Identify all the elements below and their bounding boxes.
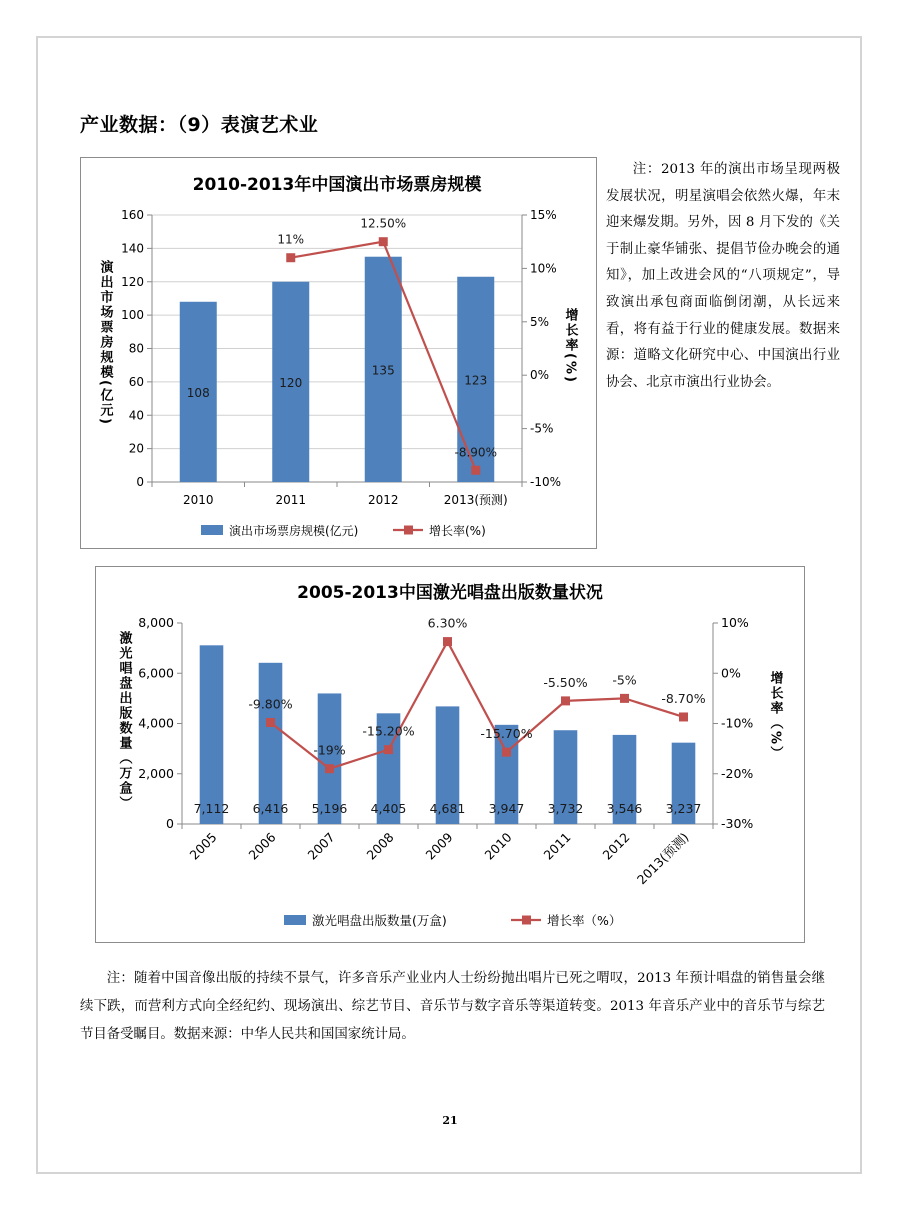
y2-tick-label: 5% <box>530 314 550 329</box>
legend-line-label: 增长率（%） <box>547 913 622 928</box>
legend-line-marker <box>404 526 413 535</box>
bar-value-label: 120 <box>279 375 303 390</box>
growth-rate-label: -9.80% <box>248 696 293 712</box>
y-tick-label: 160 <box>121 208 144 222</box>
legend-bar-swatch <box>284 915 306 925</box>
chart-title: 2010-2013年中国演出市场票房规模 <box>192 175 482 195</box>
y2-tick-label: 10% <box>530 261 557 276</box>
y-tick-label: 80 <box>128 341 144 356</box>
growth-rate-label: -5.50% <box>543 674 588 690</box>
bar-value-label: 7,112 <box>193 801 230 816</box>
x-category-label: 2012 <box>367 493 399 507</box>
growth-rate-label: -5% <box>612 672 637 688</box>
y-tick-label: 60 <box>128 374 144 389</box>
y2-tick-label: 10% <box>721 615 749 630</box>
legend-bar-swatch <box>201 525 223 535</box>
chart2-note: 注：随着中国音像出版的持续不景气，许多音乐产业业内人士纷纷抛出唱片已死之喟叹，2013 年预计唱盘的销售量会继续下跌，而营利方式向全经纪约、现场演出、综艺节目、音乐节与数字音乐等渠道转变。2013 年音乐产业中的音乐节与综艺节目备受瞩目。数据来源：中华人民共和国国家统计局。 <box>80 971 825 1042</box>
bar-value-label: 3,546 <box>606 801 643 816</box>
growth-rate-marker <box>502 748 511 757</box>
bar-value-label: 4,405 <box>370 801 407 816</box>
y2-tick-label: 0% <box>721 665 741 681</box>
growth-rate-marker <box>325 764 334 773</box>
legend-line-label: 增长率(%) <box>429 524 486 538</box>
growth-rate-marker <box>471 466 480 475</box>
y-tick-label: 8,000 <box>138 615 174 630</box>
bar-value-label: 135 <box>371 363 395 378</box>
chart-title: 2005-2013中国激光唱盘出版数量状况 <box>297 583 603 603</box>
legend-line-marker <box>522 916 531 925</box>
growth-rate-marker <box>286 253 295 262</box>
y-tick-label: 140 <box>121 241 144 256</box>
x-category-label: 2013(预测) <box>633 829 692 888</box>
growth-rate-label: -8.90% <box>454 445 497 460</box>
growth-rate-marker <box>679 712 688 721</box>
y-axis-title: 演出市场票房规模(亿元) <box>97 260 113 426</box>
bar <box>200 645 224 824</box>
page-number: 21 <box>442 1114 458 1127</box>
y2-tick-label: -20% <box>721 765 754 781</box>
bar-value-label: 5,196 <box>311 801 348 816</box>
page-heading: 产业数据：（9）表演艺术业 <box>80 114 319 136</box>
y2-tick-label: -10% <box>721 715 754 731</box>
bar <box>259 663 283 824</box>
x-category-label: 2010 <box>481 829 515 863</box>
y-tick-label: 120 <box>121 274 144 289</box>
growth-rate-label: -15.20% <box>362 723 415 739</box>
x-category-label: 2010 <box>182 493 214 507</box>
y2-axis-title: 增长率（%） <box>767 671 783 762</box>
growth-rate-marker <box>561 696 570 705</box>
x-category-label: 2013(预测) <box>443 493 508 507</box>
growth-rate-label: -19% <box>313 742 346 758</box>
y2-tick-label: -30% <box>721 816 754 831</box>
legend-bar-label: 演出市场票房规模(亿元) <box>229 524 359 538</box>
chart1-note: 注：2013 年的演出市场呈现两极发展状况，明星演唱会依然火爆，年末迎来爆发期。另外，因 8 月下发的《关于制止豪华铺张、提倡节俭办晚会的通知》，加上改进会风的“八项规定”，导致演出承包商面临倒闭潮，从长远来看，将有益于行业的健康发展。数据来源：道略文化研究中心、中国演出行业协会、北京市演出行业协会。 <box>606 162 840 390</box>
box-office-chart-svg <box>81 158 596 548</box>
y2-tick-label: 0% <box>530 368 550 383</box>
y-tick-label: 6,000 <box>138 665 174 681</box>
growth-rate-label: 6.30% <box>427 615 468 631</box>
x-category-label: 2011 <box>275 493 307 507</box>
y2-tick-label: -5% <box>530 421 554 436</box>
bar-value-label: 3,237 <box>665 801 702 816</box>
x-category-label: 2006 <box>245 829 279 863</box>
growth-rate-label: -15.70% <box>480 726 533 742</box>
growth-rate-marker <box>379 237 388 246</box>
bar-value-label: 108 <box>186 385 210 400</box>
cd-publishing-chart-svg <box>96 567 804 942</box>
bar-value-label: 4,681 <box>429 801 466 816</box>
y-tick-label: 0 <box>166 816 174 831</box>
legend-bar-label: 激光唱盘出版数量(万盒) <box>312 913 447 928</box>
y-tick-label: 40 <box>128 408 144 423</box>
growth-rate-label: 11% <box>277 232 305 247</box>
bar-value-label: 3,732 <box>547 801 584 816</box>
y-tick-label: 2,000 <box>138 765 174 781</box>
y-axis-title: 激光唱盘出版数量（万盒） <box>116 631 132 811</box>
cd-publishing-chart <box>95 566 805 943</box>
x-category-label: 2008 <box>363 829 397 863</box>
bar-value-label: 3,947 <box>488 801 525 816</box>
y-tick-label: 100 <box>121 308 144 323</box>
bar-value-label: 123 <box>464 373 488 388</box>
growth-rate-label: 12.50% <box>360 216 407 231</box>
x-category-label: 2012 <box>599 829 633 863</box>
bar-value-label: 6,416 <box>252 801 289 816</box>
y2-axis-title: 增长率(%) <box>562 308 578 384</box>
growth-rate-marker <box>443 637 452 646</box>
y-tick-label: 4,000 <box>138 715 174 731</box>
x-category-label: 2009 <box>422 829 456 863</box>
x-category-label: 2005 <box>186 829 220 863</box>
box-office-chart <box>80 157 597 549</box>
growth-rate-label: -8.70% <box>661 690 706 706</box>
y2-tick-label: -10% <box>530 475 562 489</box>
growth-rate-marker <box>266 718 275 727</box>
growth-rate-marker <box>384 745 393 754</box>
y-tick-label: 20 <box>128 441 144 456</box>
y2-tick-label: 15% <box>530 208 557 222</box>
x-category-label: 2011 <box>540 829 574 863</box>
growth-rate-marker <box>620 694 629 703</box>
y-tick-label: 0 <box>136 475 144 489</box>
x-category-label: 2007 <box>304 829 338 863</box>
